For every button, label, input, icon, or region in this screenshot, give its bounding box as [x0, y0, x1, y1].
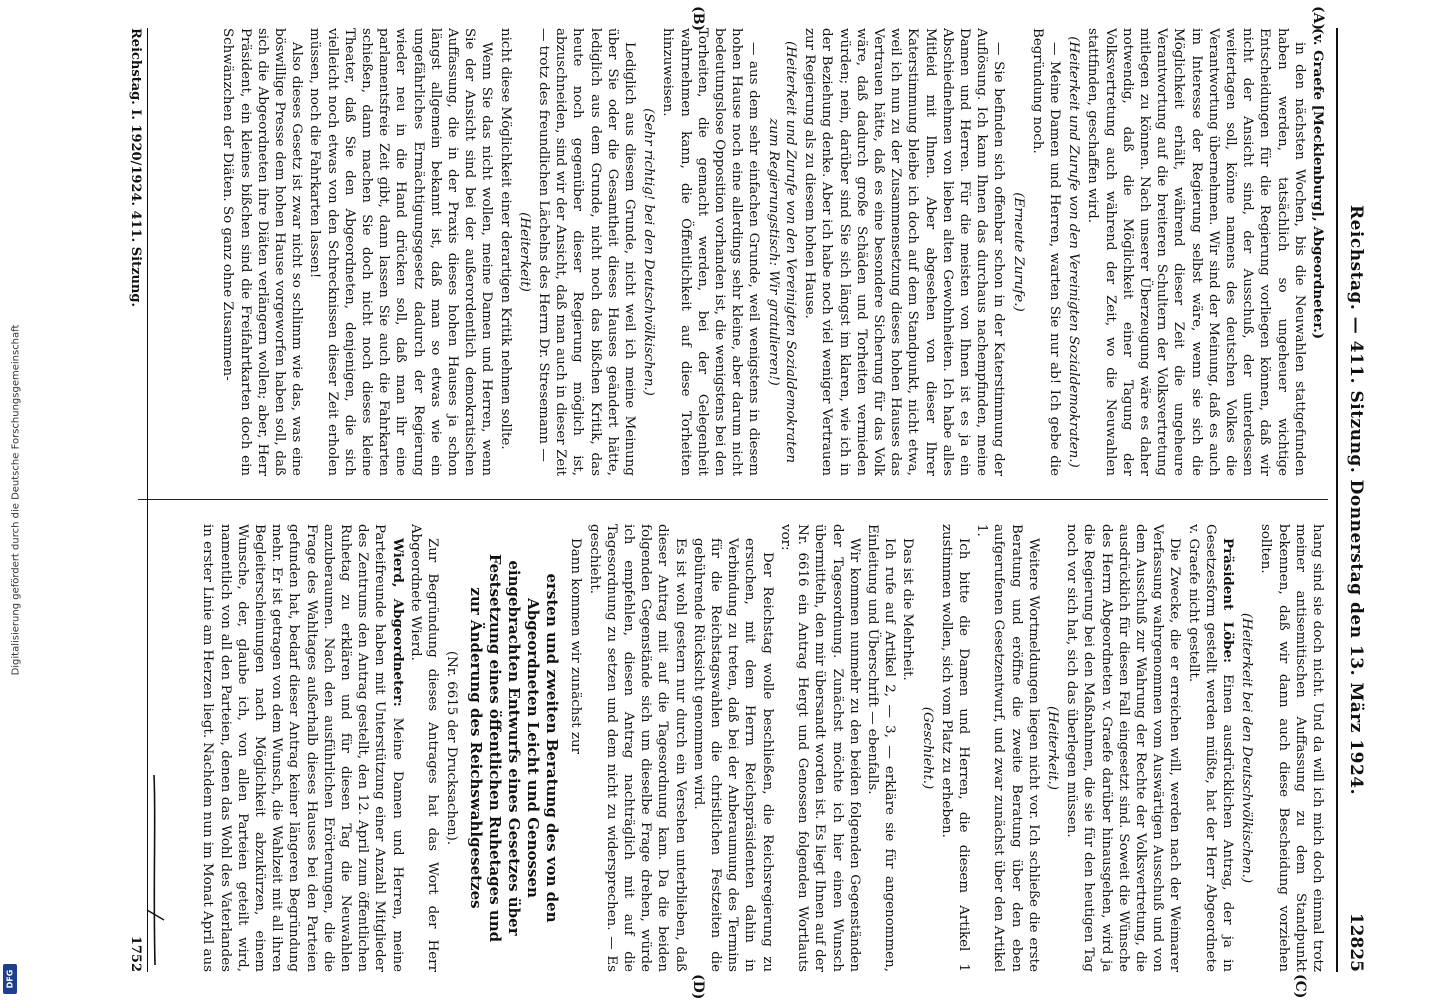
paragraph: Die Zwecke, die er erreichen will, werden nach der Weimarer Verfassung wahrgenommen vom Auswärtigen Ausschuß und von dem Ausschuß zur Wahrung der Rechte der Volksvertretung, die ausdrücklich für diesen Fall eingesetzt sind. Soweit die Wünsche des Herrn Abgeordneten v. Graefe darüber hinausgehen, wird ja die Regierung bei den Maßnahmen, die sie für den heutigen Tag noch vor sich hat, sich das überlegen müssen.	[1064, 524, 1183, 972]
interjection: (Geschieht.)	[919, 706, 935, 790]
paragraph: hang sind sie doch nicht. Und da will ich mich doch einmal trotz meiner antisemitischen Auffassung zu dem Standpunkt bekennen, daß wir dann auch diese Bescheidung vorziehen sollten.	[1258, 524, 1325, 972]
margin-marker-b: (B)	[690, 6, 706, 32]
interjection: (Heiterkeit)	[516, 212, 532, 292]
speech-paragraph	[1184, 524, 1236, 972]
speaker-name: Wierd, Abgeordneter:	[389, 538, 406, 707]
margin-marker-a: (A)	[1310, 6, 1326, 31]
paragraph: Es ist wohl gestern nur durch ein Versehen unterblieben, daß dieser Antrag mit auf die Tagesordnung kam. Da die beiden folgenden Gegenstände sich um dieselbe Frage drehen, würde ich empfehlen, diesen Antrag nachträglich mit auf die Tagesordnung zu setzen und dem nicht zu widersprechen. — Es geschieht.	[586, 524, 688, 972]
dfg-logo-icon	[3, 964, 17, 994]
paragraph: Ich bitte die Damen und Herren, die diesem Artikel 1 zustimmen wollen, sich vom Platz zu erheben.	[938, 524, 971, 972]
paragraph: Wenn Sie das nicht wollen, meine Damen und Herren, wenn Sie der Ansicht sind bei der außerordentlich demokratischen Auffassung, die in der Praxis dieses hohen Hauses ja schon längst allgemein bekannt ist, daß man so etwas wie ein ungefährliches Ermächtigungsgesetz dadurch der Regierung wieder neu in die Hand drücken soll, daß man ihr eine parlamentsfreie Zeit gibt, dann lassen Sie auch die Fahrkarten schießen, dann machen Sie doch nicht noch dieses kleine Theater, daß Sie den Abgeordneten, denjenigen, die sich vielleicht noch etwas von den Schrecknissen dieser Zeit erholen müssen, noch die Fahrkarten lassen!	[307, 28, 495, 476]
paragraph: Weitere Wortmeldungen liegen nicht vor. Ich schließe die erste Beratung und eröffne die zweite Beratung über den eben aufgerufenen Gesetzentwurf, und zwar zunächst über den Artikel 1.	[974, 524, 1041, 972]
interjection: (Heiterkeit.)	[1044, 706, 1060, 790]
interjection: (Erneute Zurufe.)	[1010, 192, 1026, 312]
paragraph: — aus dem sehr einfachen Grunde, weil wenigstens in diesem hohen Hause noch eine allerdings sehr kleine, aber darum nicht bedeutungslose Opposition vorhanden ist, die wenigstens bei den Torheiten, die gemacht werden, bei der Gelegenheit wahrnehmen kann, die Öffentlichkeit auf diese Torheiten hinzuweisen.	[660, 28, 762, 476]
left-column	[156, 28, 1326, 476]
page-number: 12825	[1346, 912, 1366, 972]
speaker-name: Präsident Löbe:	[1219, 538, 1236, 663]
page-footer	[122, 28, 148, 972]
speech-paragraph	[199, 524, 405, 972]
paragraph: Also dieses Gesetz ist zwar nicht so schlimm wie das, was eine böswillige Presse dem hohen Hause vorgeworfen haben soll, daß sich die Abgeordneten ihre Diäten verlängern wollen; aber, Herr Präsident, ein kleines bißchen sind die Freifahrtkarten doch ein Schwänzchen der Diäten. So ganz ohne Zusammen-	[220, 28, 305, 476]
dfg-logo-text: DFG	[5, 969, 15, 989]
column-divider	[138, 499, 1328, 500]
page-title: Reichstag. — 411. Sitzung. Donnerstag den 13. März 1924.	[1346, 204, 1366, 796]
interjection: (Heiterkeit und Zurufe von den Vereinigten Sozialdemokraten zum Regierungstisch: Wir gratulieren!)	[765, 41, 798, 463]
paragraph: — Meine Damen und Herren, warten Sie nur ab! Ich gebe die Begründung noch.	[1029, 28, 1062, 476]
margin-marker-d: (D)	[690, 974, 706, 1000]
interjection: (Heiterkeit bei den Deutschvölkischen.)	[1239, 612, 1255, 884]
paragraph: in den nächsten Wochen, bis die Neuwahlen stattgefunden haben werden, tatsächlich so ungeheuer wichtige Entscheidungen für die Regierung vorliegen können, daß wir nicht der Ansicht sind, der Ausschuß, der unterdessen weitertagen soll, könne namens des deutschen Volkes die Verantwortung übernehmen. Wir sind der Meinung, daß es auch im Interesse der Regierung selbst wäre, wenn sie sich die Möglichkeit erhält, während dieser Zeit die ungeheure Verantwortung auf die breiteren Schultern der Volksvertretung mitlegen zu können. Nach unserer Überzeugung wäre es daher notwendig, daß die Möglichkeit einer Tagung der Volksvertretung auch während der Zeit, wo die Neuwahlen stattfinden, geschaffen wird.	[1085, 28, 1307, 476]
interjection: (Heiterkeit und Zurufe von den Vereinigten Sozialdemokraten.)	[1066, 36, 1082, 468]
digitization-credit	[4, 20, 28, 980]
credit-text: Digitalisierung gefördert durch die Deutsche Forschungsgemeinschaft	[10, 324, 22, 676]
speech-text: Meine Damen und Herren, meine Parteifreunde haben mit Unterstützung einer Anzahl Mitglieder des Zentrums den Antrag gestellt, den 12. April zum öffentlichen Ruhetag zu erklären und für diesen Tag die Neuwahlen anzuberaumen. Nach den ausführlichen Erörterungen, die die Frage des Wahltages außerhalb dieses Hauses bei den Parteien gefunden hat, bedarf dieser Antrag keiner längeren Begründung mehr. Er ist getragen von dem Wunsch, die Wahlzeit mit all ihren Begleiterscheinungen nach Möglichkeit abzukürzen, einem Wunsche, der, glaube ich, von allen Parteien geteilt wird, namentlich von all den Parteien, denen das Wohl des Vaterlandes in erster Linie am Herzen liegt. Nachdem nun im Monat April aus	[200, 524, 405, 972]
footer-citation: Reichstag. I. 1920/1924. 411. Sitzung.	[128, 28, 143, 307]
interjection: (Sehr richtig! bei den Deutschvölkischen.)	[641, 108, 657, 396]
paragraph: nicht diese Möglichkeit einer derartigen Kritik nehmen sollte.	[497, 28, 513, 450]
motion-text: Der Reichstag wolle beschließen, die Reichsregierung zu ersuchen, mit dem Herrn Reichspräsidenten dahin in Verbindung zu treten, daß bei der Anberaumung des Termins für die Reichstagswahlen die christlichen Festzeiten die gebührende Rücksicht genommen wird.	[690, 538, 775, 972]
agenda-item-title: ersten und zweiten Beratung des von den Abgeordneten Leicht und Genossen eingebrachten Entwurfs eines Gesetzes über Festsetzung eines öffentlichen Ruhetages und zur Änderung des Reichswahlgesetzes	[467, 553, 562, 943]
pen-stroke-mark	[146, 770, 166, 970]
paragraph: — Sie befinden sich offenbar schon in der Katerstimmung der Auflösung. Ich kann Ihnen das durchaus nachempfinden, meine Damen und Herren. Für die meisten von Ihnen ist es ja ein Abschiednehmen von lieben alten Gewohnheiten. Ich habe alles Mitleid mit Ihnen. Aber abgesehen von dieser Ihrer Katerstimmung bleibe ich doch auf dem Standpunkt, nicht etwa, weil ich nun zu der Zusammensetzung dieses hohen Hauses das Vertrauen hätte, daß es eine besondere Sicherung für das Volk wäre, daß dadurch große Schäden und Torheiten vermieden würden; nein, darüber sind Sie sich längst im klaren, wie ich in der Beziehung denke. Aber ich habe noch viel weniger Vertrauen zur Regierung als zu diesem hohen Hause.	[802, 28, 1007, 476]
paragraph: Ich rufe auf Artikel 2, — 3, — erkläre sie für angenommen, Einleitung und Überschrift — ebenfalls.	[864, 524, 898, 972]
paragraph: Dann kommen wir zunächst zur	[568, 538, 584, 755]
footer-page-number: 1752	[128, 935, 143, 972]
margin-marker-c: (C)	[1292, 974, 1308, 999]
paragraph: Lediglich aus diesem Grunde, nicht weil ich meine Meinung über Sie oder die Gesamtheit dieses Hauses geändert hätte, lediglich aus dem Grunde, nicht noch das bißchen Kritik, das heute noch gegenüber dieser Regierung möglich ist, abzuschneiden, sind wir der Ansicht, daß man auch in dieser Zeit — trotz des freundlichen Lächelns des Herrn Dr. Stresemann —	[536, 28, 638, 476]
document-page	[58, 0, 1388, 1000]
paragraph: Zur Begründung dieses Antrages hat das Wort der Herr Abgeordnete Wierd.	[407, 524, 441, 972]
paragraph: Das ist die Mehrheit.	[900, 538, 916, 681]
paragraph: Wir kommen nunmehr zu den beiden folgenden Gegenständen der Tagesordnung. Zunächst möchte ich hier einen Wunsch übermitteln, den mir übersandt worden ist. Es liegt Ihnen auf der Nr. 6616 ein Antrag Hergt und Genossen folgenden Wortlauts vor:	[777, 524, 862, 972]
right-column	[156, 524, 1326, 972]
speaker-continuation: (v. Graefe [Mecklenburg], Abgeordneter.)	[1310, 28, 1326, 340]
running-head	[1336, 28, 1370, 972]
speech-text: Einen ausdrücklichen Antrag, der ja in Gesetzesform gestellt werden müßte, hat der Herr Abgeordnete v. Graefe nicht gestellt.	[1185, 524, 1235, 972]
document-reference: (Nr. 6615 der Drucksachen).	[444, 650, 460, 846]
